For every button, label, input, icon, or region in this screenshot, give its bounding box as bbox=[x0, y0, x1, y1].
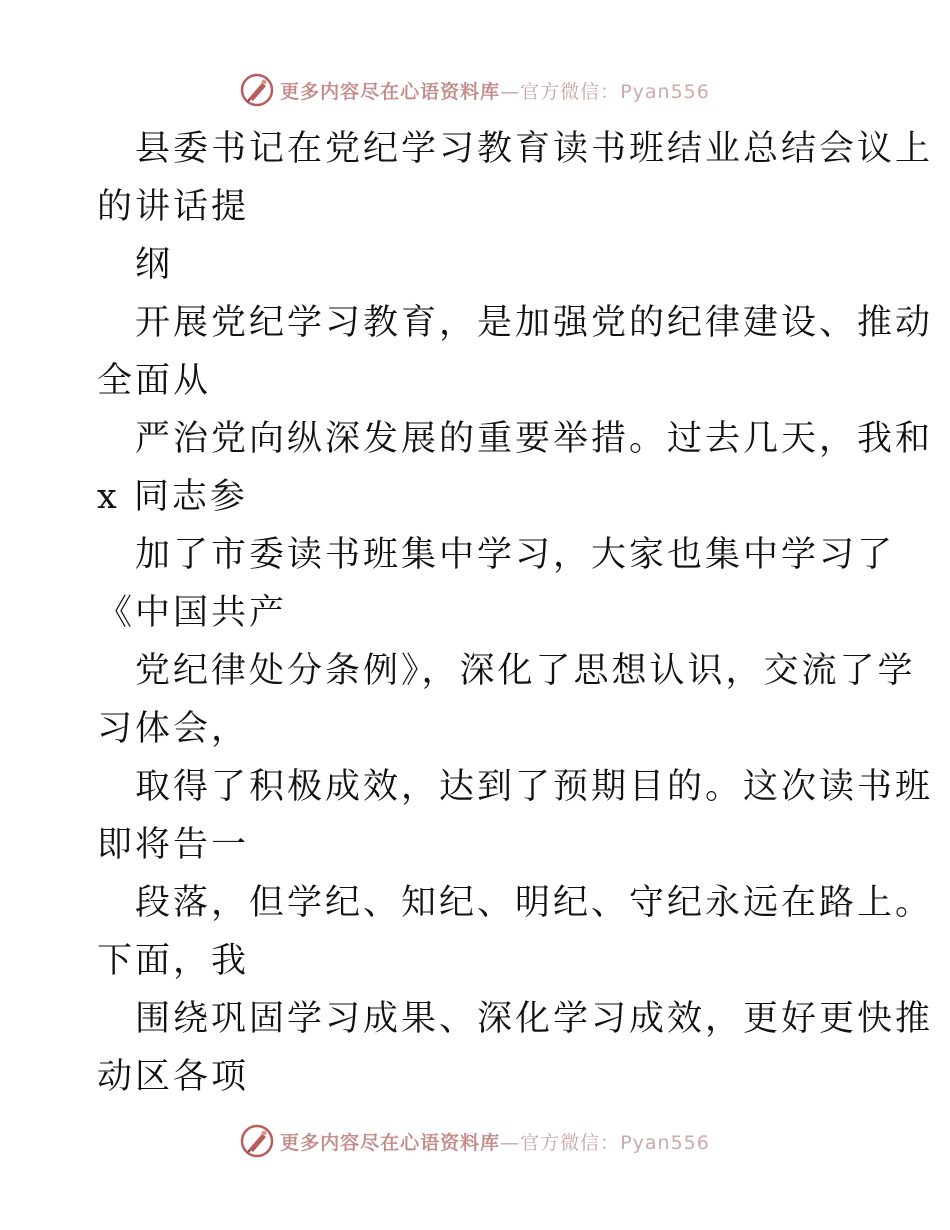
watermark-brand: 更多内容尽在心语资料库 bbox=[280, 1131, 501, 1154]
watermark-brand: 更多内容尽在心语资料库 bbox=[280, 80, 501, 103]
watermark-handle: Pyan556 bbox=[620, 1131, 710, 1154]
footer-watermark bbox=[0, 1121, 950, 1161]
text-line: 党纪律处分条例》，深化了思想认识，交流了学 bbox=[135, 651, 916, 691]
text-line: 的讲话提 bbox=[97, 187, 250, 227]
text-line: 段落，但学纪、知纪、明纪、守纪永远在路上。 bbox=[135, 883, 934, 923]
text-line: 取得了积极成效，达到了预期目的。这次读书班 bbox=[135, 767, 934, 807]
text-line: 习体会， bbox=[97, 709, 250, 749]
watermark-text bbox=[280, 1128, 710, 1155]
watermark-label: 官方微信： bbox=[520, 1131, 621, 1154]
watermark-text bbox=[280, 77, 710, 104]
watermark-separator: — bbox=[500, 1131, 521, 1154]
pen-logo-icon bbox=[240, 73, 274, 107]
watermark-handle: Pyan556 bbox=[620, 80, 710, 103]
text-line: 《中国共产 bbox=[97, 593, 288, 633]
text-line: 下面，我 bbox=[97, 941, 250, 981]
text-line: 围绕巩固学习成果、深化学习成效，更好更快推 bbox=[135, 999, 934, 1039]
text-line: 即将告一 bbox=[97, 825, 250, 865]
text-line: 县委书记在党纪学习教育读书班结业总结会议上 bbox=[135, 129, 934, 169]
text-line: 动区各项 bbox=[97, 1057, 250, 1097]
text-line: 加了市委读书班集中学习，大家也集中学习了 bbox=[135, 535, 896, 575]
text-line: 严治党向纵深发展的重要举措。过去几天，我和 bbox=[135, 419, 934, 459]
text-line: 纲 bbox=[135, 245, 174, 285]
watermark-separator: — bbox=[500, 80, 521, 103]
text-line: x 同志参 bbox=[97, 477, 248, 517]
pen-logo-icon bbox=[240, 1124, 274, 1158]
document-body bbox=[97, 120, 934, 1106]
watermark-label: 官方微信： bbox=[520, 80, 621, 103]
header-watermark bbox=[0, 70, 950, 110]
text-line: 开展党纪学习教育，是加强党的纪律建设、推动 bbox=[135, 303, 934, 343]
text-line: 全面从 bbox=[97, 361, 212, 401]
